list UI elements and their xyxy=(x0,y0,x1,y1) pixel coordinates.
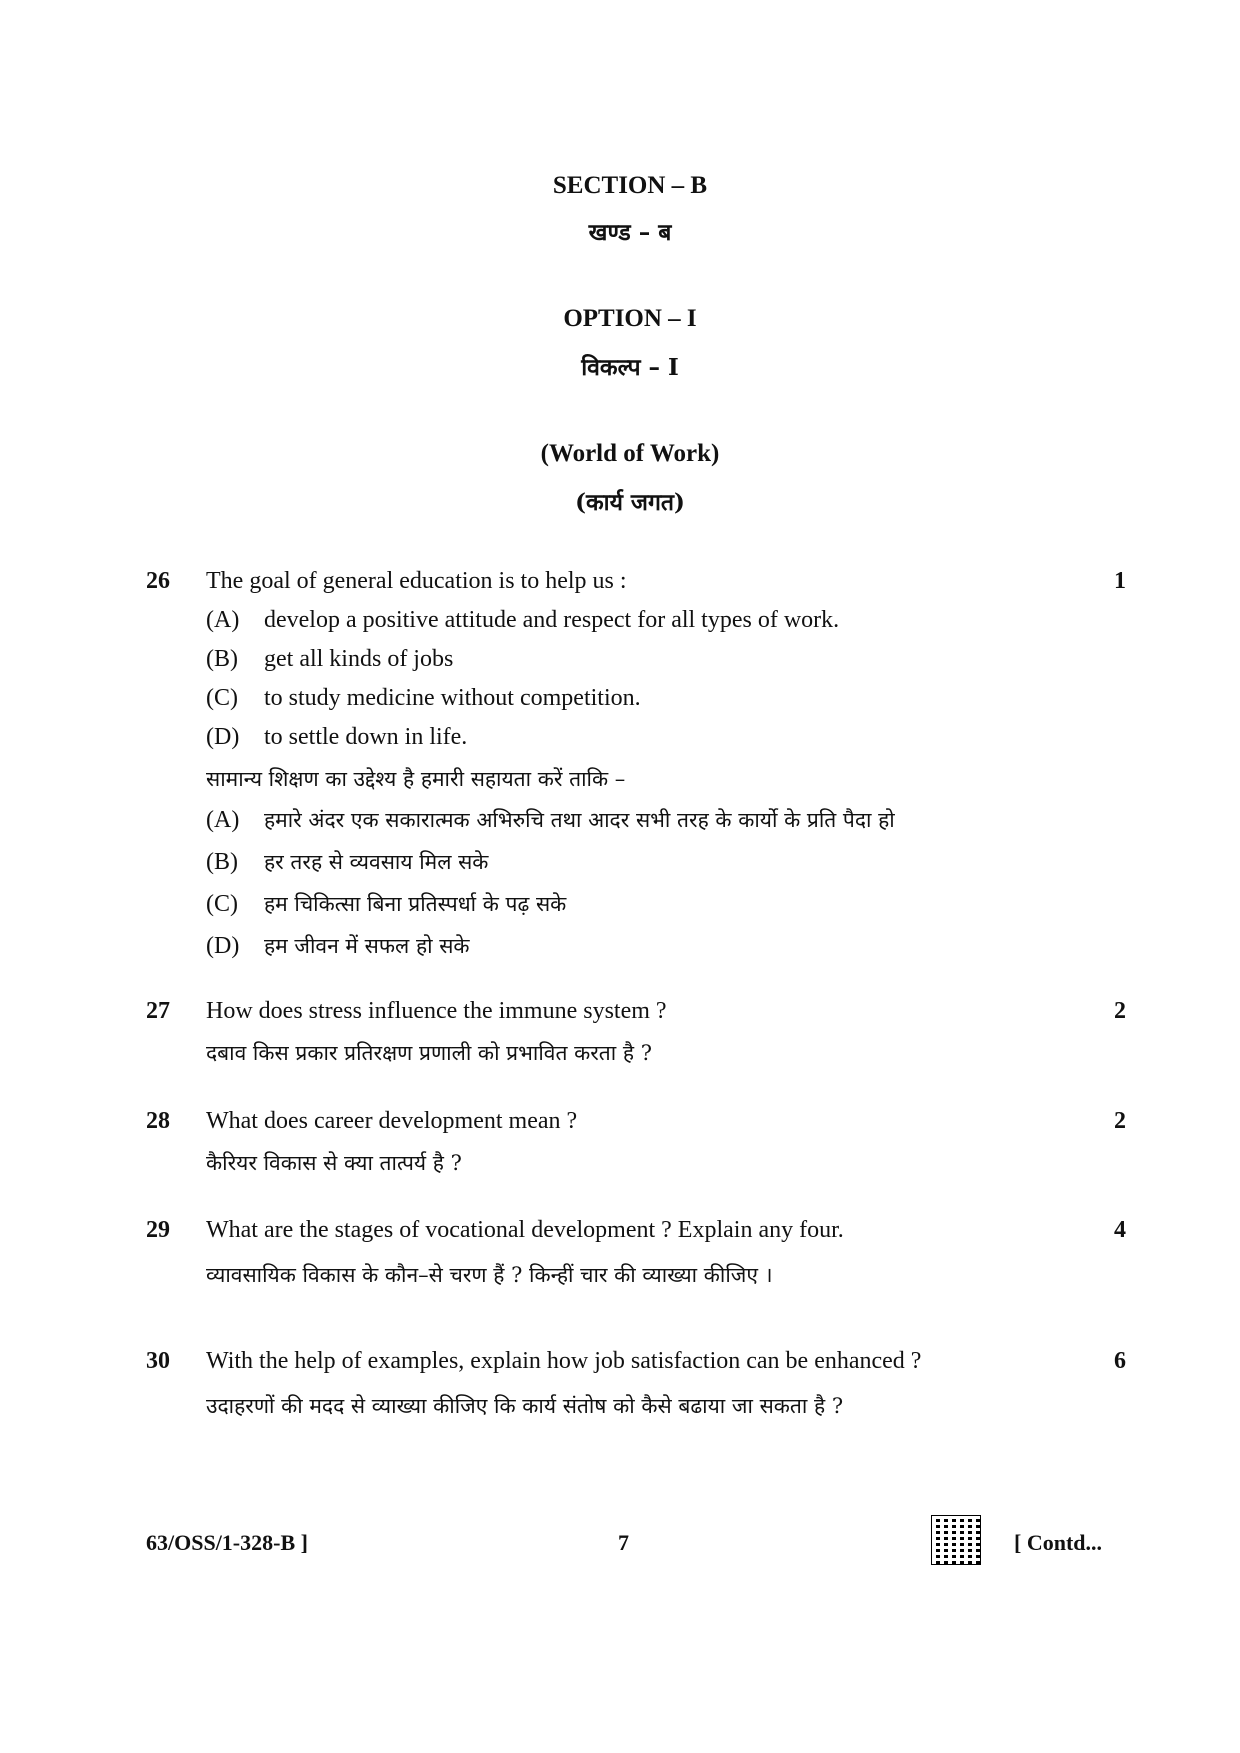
option-d xyxy=(206,724,467,751)
option-label: (C) xyxy=(206,685,238,711)
option-text: to study medicine without competition. xyxy=(264,685,641,711)
option-text: हमारे अंदर एक सकारात्मक अभिरुचि तथा आदर सभी तरह के कार्यो के प्रति पैदा हो xyxy=(264,808,895,832)
option-label: (B) xyxy=(206,646,238,672)
option-d-hindi xyxy=(206,932,470,960)
question-number: 28 xyxy=(146,1108,170,1134)
topic-heading-hindi: (कार्य जगत) xyxy=(575,489,685,516)
option-text: हर तरह से व्यवसाय मिल सके xyxy=(264,850,489,874)
question-text-hindi: दबाव किस प्रकार प्रतिरक्षण प्रणाली को प्रभावित करता है ? xyxy=(206,1041,652,1065)
option-text: हम चिकित्सा बिना प्रतिस्पर्धा के पढ़ सके xyxy=(264,892,567,916)
option-text: get all kinds of jobs xyxy=(264,646,454,672)
question-26 xyxy=(146,568,1126,968)
option-text: develop a positive attitude and respect for all types of work. xyxy=(264,607,840,633)
topic-heading: (World of Work) xyxy=(540,440,720,467)
option-label: (D) xyxy=(206,724,240,750)
question-marks: 4 xyxy=(1114,1217,1126,1243)
question-number: 27 xyxy=(146,998,170,1024)
question-text: What are the stages of vocational development ? Explain any four. xyxy=(206,1217,844,1243)
option-label: (A) xyxy=(206,607,240,633)
continued-label: [ Contd... xyxy=(1014,1530,1103,1555)
option-text: to settle down in life. xyxy=(264,724,468,750)
section-heading: SECTION – B xyxy=(552,172,708,199)
question-text-hindi: कैरियर विकास से क्या तात्पर्य है ? xyxy=(206,1151,462,1175)
question-29 xyxy=(146,1217,1126,1297)
question-30 xyxy=(146,1348,1126,1428)
paper-code: 63/OSS/1-328-B ] xyxy=(146,1530,308,1555)
option-b-hindi xyxy=(206,848,488,876)
option-b xyxy=(206,646,453,673)
option-a xyxy=(206,607,839,634)
question-text-hindi: उदाहरणों की मदद से व्याख्या कीजिए कि कार्य संतोष को कैसे बढाया जा सकता है ? xyxy=(206,1394,844,1418)
option-heading: OPTION – I xyxy=(563,305,697,332)
question-text: What does career development mean ? xyxy=(206,1108,578,1134)
question-text-hindi: व्यावसायिक विकास के कौन–से चरण हैं ? किन्हीं चार की व्याख्या कीजिए । xyxy=(206,1263,773,1287)
question-marks: 1 xyxy=(1114,568,1126,594)
question-text: How does stress influence the immune system ? xyxy=(206,998,667,1024)
option-text: हम जीवन में सफल हो सके xyxy=(264,934,470,958)
question-text: The goal of general education is to help us : xyxy=(206,568,627,594)
option-a-hindi xyxy=(206,806,895,834)
option-label: (A) xyxy=(206,807,240,833)
option-heading-hindi: विकल्प – I xyxy=(581,354,679,381)
option-label: (B) xyxy=(206,849,238,875)
question-27 xyxy=(146,998,1126,1078)
option-label: (D) xyxy=(206,933,240,959)
question-marks: 2 xyxy=(1114,1108,1126,1134)
section-heading-hindi: खण्ड – ब xyxy=(588,219,672,246)
option-c-hindi xyxy=(206,890,566,918)
barcode-icon xyxy=(931,1515,981,1565)
question-text-hindi: सामान्य शिक्षण का उद्देश्य है हमारी सहायता करें ताकि – xyxy=(206,767,626,791)
question-28 xyxy=(146,1108,1126,1188)
option-c xyxy=(206,685,641,712)
question-marks: 2 xyxy=(1114,998,1126,1024)
question-number: 30 xyxy=(146,1348,170,1374)
question-number: 26 xyxy=(146,568,170,594)
question-text: With the help of examples, explain how job satisfaction can be enhanced ? xyxy=(206,1348,922,1374)
page-number: 7 xyxy=(618,1530,629,1555)
question-number: 29 xyxy=(146,1217,170,1243)
question-marks: 6 xyxy=(1114,1348,1126,1374)
option-label: (C) xyxy=(206,891,238,917)
